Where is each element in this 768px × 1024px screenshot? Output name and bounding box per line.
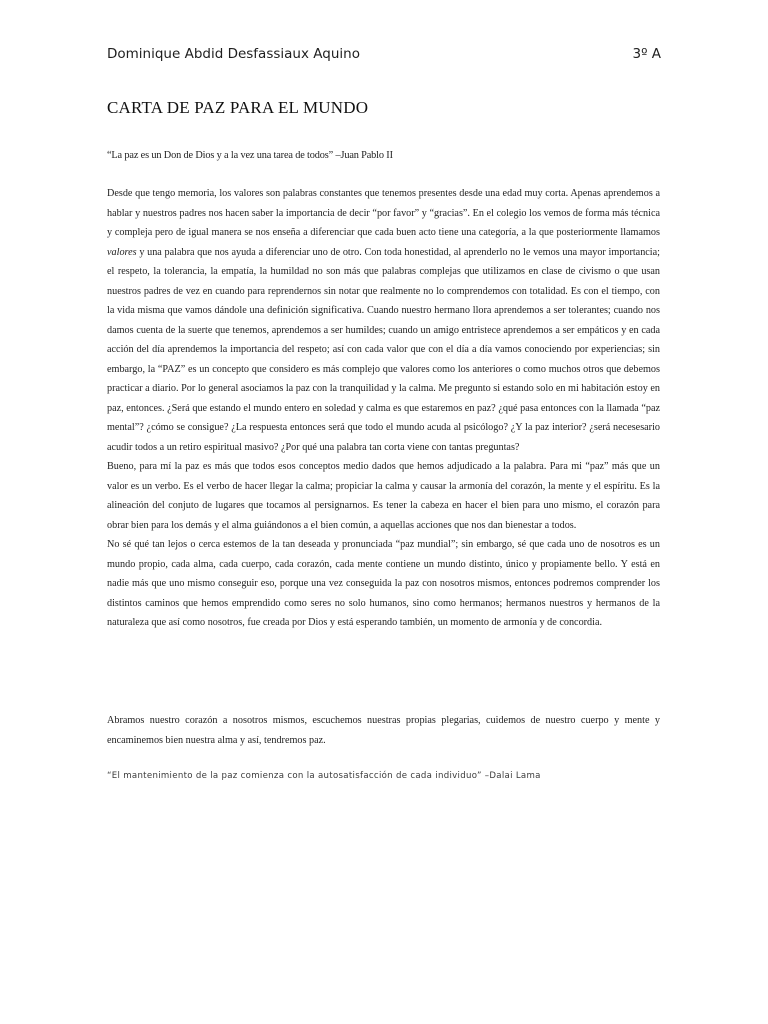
paragraph-1-italic-word: valores (107, 246, 137, 258)
grade-label: 3º A (632, 46, 661, 62)
paragraph-1-part-a: Desde que tengo memoria, los valores son palabras constantes que tenemos presentes desde una edad muy corta. Apenas aprendemos a hablar y nuestros padres nos hacen saber la importancia de decir “por favor” y “gracias”. En el colegio los vemos de forma más técnica y compleja pero de igual manera se nos enseña a diferenciar que cada buen acto tiene una categoría, a la que posteriormente llamamos (107, 188, 660, 238)
body-text-closing (107, 711, 660, 750)
closing-quote: “El mantenimiento de la paz comienza con la autosatisfacción de cada individuo” –Dalai Lama (107, 771, 541, 781)
paragraph-1-part-b: y una palabra que nos ayuda a diferenciar uno de otro. Con toda honestidad, al aprenderlo no le vemos una mayor importancia; el respeto, la tolerancia, la empatía, la humildad no son más que palabras complejas que utilizamos en clase de civismo o que usan nuestros padres de vez en cuando para reprendernos sin notar que realmente no lo comprendemos con totalidad. Es con el tiempo, con la vida misma que vamos dándole una definición significativa. Cuando nuestro hermano llora aprendemos a ser tolerantes; cuando nos damos cuenta de la suerte que tenemos, aprendemos a ser humildes; cuando un amigo entristece aprendemos a ser empáticos y en cada acción del día aprendemos la importancia del respeto; así con cada valor que con el día a día vamos conociendo por experiencias; sin embargo, la “PAZ” es un concepto que considero es más complejo que valores como los anteriores o como muchos otros que debemos practicar a diario. Por lo general asociamos la paz con la tranquilidad y la calma. Me pregunto si estando solo en mi habitación estoy en paz, entonces. ¿Será que estando el mundo entero en soledad y calma es que estaremos en paz? ¿qué pasa entonces con la llamada “paz mental”? ¿cómo se consigue? ¿La respuesta entonces será que todo el mundo acuda al psicólogo? ¿Y la paz interior? ¿será necesesario acudir todos a un retiro espiritual masivo? ¿Por qué una palabra tan corta viene con tantas preguntas? (107, 246, 660, 453)
document-header (107, 46, 661, 62)
paragraph-3: No sé qué tan lejos o cerca estemos de la tan deseada y pronunciada “paz mundial”; sin embargo, sé que cada uno de nosotros es un mundo propio, cada alma, cada cuerpo, cada corazón, cada mente contiene un mundo distinto, único y propiamente bello. Y está en nadie más que uno mismo conseguir eso, porque una vez conseguida la paz con nosotros mismos, entonces podremos comprender los distintos caminos que hemos emprendido como seres no solo humanos, sino como hermanos; hermanos nuestros y hermanos de la naturaleza que así como nosotros, fue creada por Dios y está esperando también, un momento de armonía y de concordia. (107, 539, 660, 628)
paragraph-4: Abramos nuestro corazón a nosotros mismos, escuchemos nuestras propias plegarias, cuidemos de nuestro cuerpo y mente y encaminemos bien nuestra alma y así, tendremos paz. (107, 715, 660, 746)
page-title: CARTA DE PAZ PARA EL MUNDO (107, 98, 369, 117)
body-text-main (107, 184, 660, 633)
opening-quote: “La paz es un Don de Dios y a la vez una tarea de todos” –Juan Pablo II (107, 150, 393, 161)
author-name: Dominique Abdid Desfassiaux Aquino (107, 46, 360, 62)
paragraph-1 (107, 184, 660, 457)
paragraph-2: Bueno, para mí la paz es más que todos esos conceptos medio dados que hemos adjudicado a la palabra. Para mi “paz” más que un valor es un verbo. Es el verbo de hacer llegar la calma; propiciar la calma y causar la armonía del corazón, la mente y el espíritu. Es la alineación del conjuto de lugares que tocamos al persignarnos. Es tener la cabeza en hacer el bien para uno mismo, el corazón para obrar bien para los demás y el alma guiándonos a el bien común, a aquellas acciones que nos dan bienestar a todos. (107, 461, 660, 531)
